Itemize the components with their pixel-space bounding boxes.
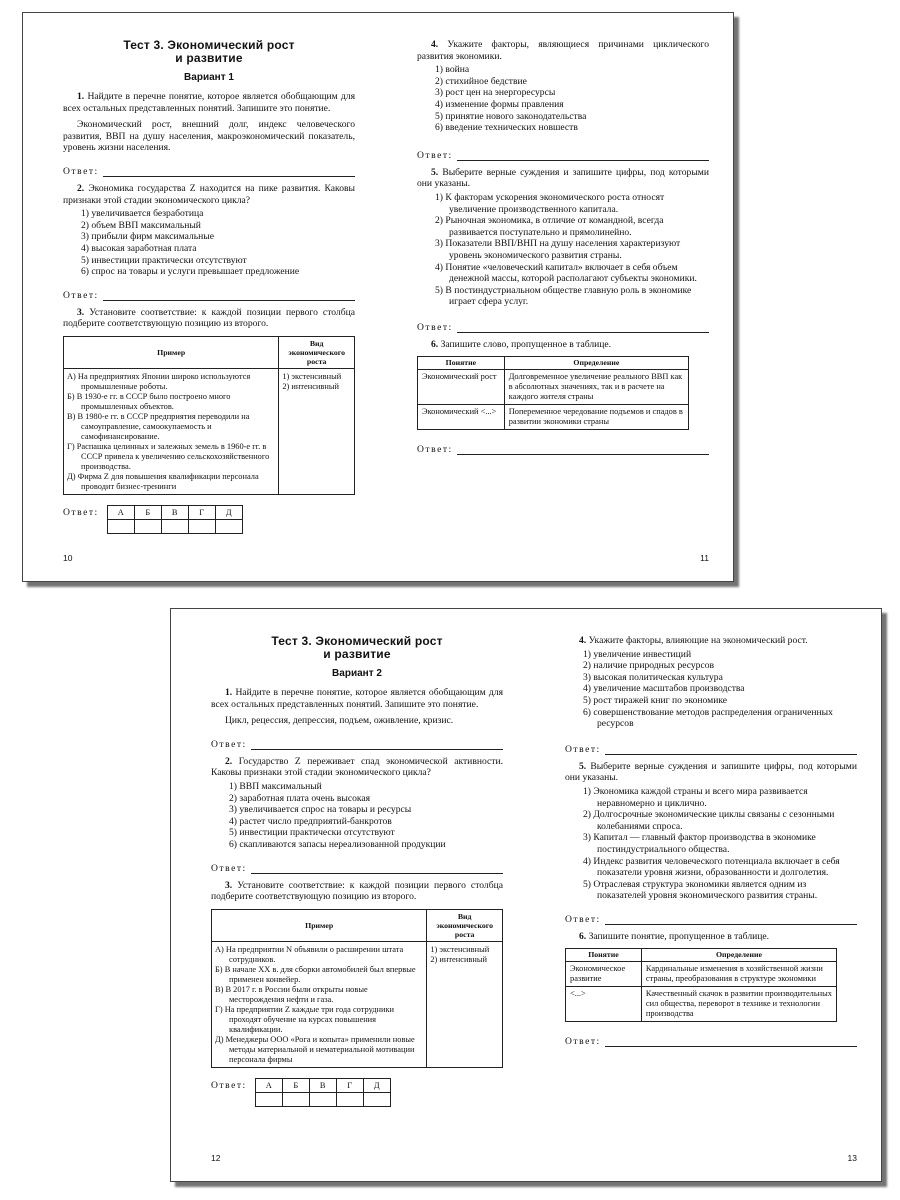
question-5-options: [565, 786, 857, 902]
column-header-growth-type: Вид экономического роста: [279, 336, 355, 368]
option: 5) инвестиции практически отсутствуют: [81, 254, 247, 266]
answer-label: Ответ:: [417, 321, 453, 333]
grid-letter: В: [309, 1078, 336, 1092]
column-header-example: Пример: [64, 336, 279, 368]
question-5: [565, 761, 857, 784]
page-number: 11: [700, 553, 709, 563]
answer-blank[interactable]: [251, 741, 503, 750]
test-title-line-1: Тест 3. Экономический рост: [123, 38, 295, 52]
question-text: Укажите факторы, влияющие на экономический рост.: [588, 635, 808, 646]
question-number: 6.: [431, 338, 439, 350]
question-number: 2.: [77, 182, 85, 194]
term-cell: Экономический <...>: [418, 405, 505, 430]
option: 5) инвестиции практически отсутствуют: [229, 827, 395, 839]
example-item: А) На предприятии N объявили о расширении штата сотрудников.: [215, 944, 404, 964]
question-5-options: [417, 192, 709, 308]
grid-letter: А: [107, 505, 134, 519]
question-text: Запишите слово, пропущенное в таблице.: [440, 338, 612, 350]
test-title-line-1: Тест 3. Экономический рост: [271, 634, 443, 648]
question-text: Найдите в перечне понятие, которое является обобщающим для всех остальных представленных понятий. Запишите это понятие.: [63, 91, 355, 114]
type-item: 1) экстенсивный: [430, 944, 490, 954]
option: 1) К факторам ускорения экономического роста относят увеличение производственного капитала.: [435, 191, 665, 215]
option: 2) Рыночная экономика, в отличие от командной, всегда развивается поступательно и прямолинейно.: [435, 215, 664, 238]
grid-letter: Д: [215, 505, 242, 519]
answer-label: Ответ:: [211, 862, 247, 874]
answer-label: Ответ:: [417, 444, 453, 456]
grid-answer-cell[interactable]: [363, 1092, 390, 1106]
question-text: Выберите верные суждения и запишите цифры, под которыми они указаны.: [565, 760, 857, 784]
question-3: [211, 880, 503, 903]
table-row: [566, 962, 837, 987]
answer-blank[interactable]: [457, 446, 709, 455]
option: 6) совершенствование методов распределения ограниченных ресурсов: [583, 706, 833, 730]
example-item: Г) Распашка целинных и залежных земель в 1960-е гг. в СССР привела к увеличению сельскохозяйственного производства.: [67, 441, 270, 471]
answer-grid-table: [255, 1078, 391, 1107]
option: 3) Показатели ВВП/ВНП на душу населения характеризуют уровень экономического развития страны.: [435, 238, 681, 261]
grid-answer-cell[interactable]: [215, 519, 242, 533]
example-item: А) На предприятиях Японии широко используются промышленные роботы.: [67, 371, 251, 391]
column-header-example: Пример: [212, 909, 427, 941]
grid-letter: Б: [134, 505, 161, 519]
table-row: [418, 370, 689, 405]
option: 1) Экономика каждой страны и всего мира развивается неравномерно и циклично.: [583, 785, 808, 809]
term-cell: Экономическое развитие: [566, 962, 642, 987]
answer-blank[interactable]: [103, 168, 355, 177]
answer-line-q2[interactable]: [63, 290, 355, 301]
question-number: 1.: [77, 91, 85, 102]
test-title: [211, 635, 503, 661]
option: 2) стихийное бедствие: [435, 75, 527, 87]
answer-line-q6[interactable]: [417, 444, 709, 455]
answer-label: Ответ:: [63, 506, 99, 518]
example-item: В) В 1980-е гг. в СССР предприятия переводили на самоуправление, самоокупаемость и самофинансирование.: [67, 411, 250, 441]
option: 1) увеличение инвестиций: [583, 648, 692, 660]
question-text: Укажите факторы, являющиеся причинами циклического развития экономики.: [417, 39, 710, 62]
answer-label: Ответ:: [417, 149, 453, 161]
question-1: [63, 91, 355, 114]
question-5: [417, 167, 709, 190]
answer-grid-q3: [211, 1078, 503, 1107]
option: 4) высокая заработная плата: [81, 242, 197, 254]
page-11: [417, 13, 709, 581]
page-13: [565, 609, 857, 1181]
grid-letter: Г: [188, 505, 215, 519]
example-item: Г) На предприятии Z каждые три года сотрудники проходят обучение на курсах повышения квалификации.: [215, 1004, 395, 1034]
answer-line-q6[interactable]: [565, 1036, 857, 1047]
question-text: Выберите верные суждения и запишите цифры, под которыми они указаны.: [417, 166, 709, 190]
column-header-term: Понятие: [566, 949, 642, 962]
question-number: 2.: [225, 755, 233, 767]
option: 3) прибыли фирм максимальные: [81, 231, 215, 243]
option: 6) скапливаются запасы нереализованной продукции: [229, 838, 446, 850]
test-title-line-2: и развитие: [175, 51, 243, 65]
type-item: 2) интенсивный: [282, 381, 339, 391]
question-number: 3.: [225, 879, 233, 891]
question-4-options: [417, 64, 709, 134]
option: 4) увеличение масштабов производства: [583, 683, 745, 695]
column-header-growth-type: Вид экономического роста: [427, 909, 503, 941]
type-item: 2) интенсивный: [430, 954, 487, 964]
option: 3) Капитал — главный фактор производства в экономике постиндустриального общества.: [583, 832, 816, 855]
answer-grid-q3: [63, 505, 355, 534]
question-2: [63, 183, 355, 206]
example-item: Б) В начале XX в. для сборки автомобилей был впервые применен конвейер.: [215, 964, 416, 984]
option: 2) Долгосрочные экономические циклы связаны с сезонными колебаниями спроса.: [583, 809, 835, 832]
answer-line-q5[interactable]: [417, 322, 709, 333]
question-4: [417, 39, 709, 62]
answer-grid-table: [107, 505, 243, 534]
example-item: В) В 2017 г. в России были открыты новые месторождения нефти и газа.: [215, 984, 368, 1004]
grid-answer-cell[interactable]: [188, 519, 215, 533]
table-row: [418, 405, 689, 430]
answer-label: Ответ:: [565, 743, 601, 755]
question-2-options: [211, 781, 503, 851]
question-number: 3.: [77, 306, 85, 318]
book-spread-variant-1: [22, 12, 734, 582]
option: 3) высокая политическая культура: [583, 671, 723, 683]
definition-cell: Кардинальные изменения в хозяйственной жизни страны, преобразования в структуре экономики: [641, 962, 836, 987]
question-text: Найдите в перечне понятие, которое является обобщающим для всех остальных представленных понятий. Запишите это понятие.: [211, 687, 503, 710]
question-6: [565, 931, 857, 943]
question-text: Установите соответствие: к каждой позиции первого столбца подберите соответствующую позицию из второго.: [211, 879, 503, 903]
question-1-list: Цикл, рецессия, депрессия, подъем, оживление, кризис.: [225, 715, 454, 727]
grid-answer-cell[interactable]: [134, 519, 161, 533]
answer-line-q4[interactable]: [417, 150, 709, 161]
grid-answer-cell[interactable]: [282, 1092, 309, 1106]
grid-letter: Д: [363, 1078, 390, 1092]
question-text: Установите соответствие: к каждой позиции первого столбца подберите соответствующую позицию из второго.: [63, 306, 355, 330]
grid-answer-cell[interactable]: [336, 1092, 363, 1106]
question-text: Государство Z переживает спад экономической активности. Каковы признаки этой стадии экономического цикла?: [211, 755, 503, 779]
question-1-list: Экономический рост, внешний долг, индекс человеческого развития, ВВП на душу населения, макроэкономический показатель, уровень жизни населения.: [63, 119, 355, 154]
test-title-line-2: и развитие: [323, 647, 391, 661]
option: 5) В постиндустриальном обществе главную роль в экономике играет сфера услуг.: [435, 284, 692, 308]
definition-cell: Качественный скачок в развитии производительных сил общества, переворот в технике и технологии производства: [641, 987, 836, 1022]
option: 4) растет число предприятий-банкротов: [229, 815, 392, 827]
question-number: 4.: [579, 635, 587, 646]
answer-label: Ответ:: [63, 289, 99, 301]
matching-table: [63, 336, 355, 495]
question-text: Запишите понятие, пропущенное в таблице.: [588, 930, 770, 942]
question-3: [63, 307, 355, 330]
page-number: 10: [63, 553, 73, 563]
answer-blank[interactable]: [457, 152, 709, 161]
variant-heading: Вариант 2: [332, 668, 382, 679]
types-cell: [427, 941, 503, 1067]
answer-label: Ответ:: [565, 1036, 601, 1048]
answer-blank[interactable]: [457, 324, 709, 333]
option: 3) увеличивается спрос на товары и ресурсы: [229, 804, 412, 816]
column-header-definition: Определение: [641, 949, 836, 962]
answer-label: Ответ:: [211, 738, 247, 750]
option: 6) введение технических новшеств: [435, 122, 578, 134]
question-4: [565, 635, 857, 647]
answer-label: Ответ:: [211, 1079, 247, 1091]
answer-blank[interactable]: [103, 292, 355, 301]
table-row: [566, 987, 837, 1022]
option: 6) спрос на товары и услуги превышает предложение: [81, 266, 300, 278]
grid-answer-cell[interactable]: [107, 519, 134, 533]
question-4-options: [565, 649, 857, 730]
question-number: 6.: [579, 930, 587, 942]
answer-blank[interactable]: [605, 916, 857, 925]
examples-cell: [64, 368, 279, 494]
example-item: Д) Менеджеры ООО «Рога и копыта» применили новые методы материальной и нематериальной мотивации персонала фирмы: [215, 1034, 415, 1064]
question-number: 5.: [579, 760, 587, 772]
test-title: [63, 39, 355, 65]
answer-label: Ответ:: [565, 913, 601, 925]
term-cell: <...>: [566, 987, 642, 1022]
question-number: 1.: [225, 687, 233, 698]
type-item: 1) экстенсивный: [282, 371, 342, 381]
grid-letter: В: [161, 505, 188, 519]
question-1: [211, 687, 503, 710]
matching-table: [211, 909, 503, 1068]
variant-heading: Вариант 1: [184, 72, 234, 83]
question-2-options: [63, 208, 355, 278]
example-item: Б) В 1930-е гг. в СССР было построено много промышленных объектов.: [67, 391, 231, 411]
types-cell: [279, 368, 355, 494]
option: 1) увеличивается безработица: [81, 208, 204, 220]
option: 4) Индекс развития человеческого потенциала включает в себя показатели уровня жизни, образованности и долголетия.: [583, 855, 840, 879]
option: 4) Понятие «человеческий капитал» включает в себя объем денежной массы, которой располагают субъекты экономики.: [435, 261, 697, 285]
grid-answer-cell[interactable]: [255, 1092, 282, 1106]
grid-answer-cell[interactable]: [309, 1092, 336, 1106]
book-spread-variant-2: [170, 608, 882, 1182]
option: 4) изменение формы правления: [435, 98, 564, 110]
grid-answer-cell[interactable]: [161, 519, 188, 533]
definition-table: [417, 356, 689, 430]
answer-line-q2[interactable]: [211, 863, 503, 874]
answer-blank[interactable]: [605, 746, 857, 755]
question-number: 5.: [431, 166, 439, 178]
page-12: [211, 609, 503, 1181]
answer-line-q1[interactable]: [211, 739, 503, 750]
option: 3) рост цен на энергоресурсы: [435, 87, 556, 99]
option: 1) ВВП максимальный: [229, 780, 322, 792]
option: 5) рост тиражей книг по экономике: [583, 694, 728, 706]
option: 5) Отраслевая структура экономики является одним из показателей уровня экономического развития страны.: [583, 878, 818, 902]
definition-table: [565, 948, 837, 1022]
page-number: 12: [211, 1153, 221, 1163]
grid-letter: Б: [282, 1078, 309, 1092]
answer-blank[interactable]: [605, 1038, 857, 1047]
answer-line-q1[interactable]: [63, 166, 355, 177]
option: 2) наличие природных ресурсов: [583, 660, 715, 672]
answer-line-q4[interactable]: [565, 744, 857, 755]
definition-cell: Попеременное чередование подъемов и спадов в развитии экономики страны: [504, 405, 688, 430]
option: 5) принятие нового законодательства: [435, 110, 587, 122]
question-6: [417, 339, 709, 351]
example-item: Д) Фирма Z для повышения квалификации персонала проводит бизнес-тренинги: [67, 471, 259, 491]
grid-letter: А: [255, 1078, 282, 1092]
answer-blank[interactable]: [251, 865, 503, 874]
term-cell: Экономический рост: [418, 370, 505, 405]
examples-cell: [212, 941, 427, 1067]
question-text: Экономика государства Z находится на пике развития. Каковы признаки этой стадии экономического цикла?: [63, 182, 355, 206]
page-number: 13: [847, 1153, 857, 1163]
option: 2) объем ВВП максимальный: [81, 219, 201, 231]
column-header-term: Понятие: [418, 357, 505, 370]
page-10: [63, 13, 355, 581]
answer-label: Ответ:: [63, 165, 99, 177]
grid-letter: Г: [336, 1078, 363, 1092]
question-2: [211, 756, 503, 779]
answer-line-q5[interactable]: [565, 914, 857, 925]
column-header-definition: Определение: [504, 357, 688, 370]
question-number: 4.: [431, 39, 439, 50]
definition-cell: Долговременное увеличение реального ВВП как в абсолютных значениях, так и в расчете на каждого жителя страны: [504, 370, 688, 405]
option: 2) заработная плата очень высокая: [229, 792, 371, 804]
option: 1) война: [435, 64, 470, 76]
